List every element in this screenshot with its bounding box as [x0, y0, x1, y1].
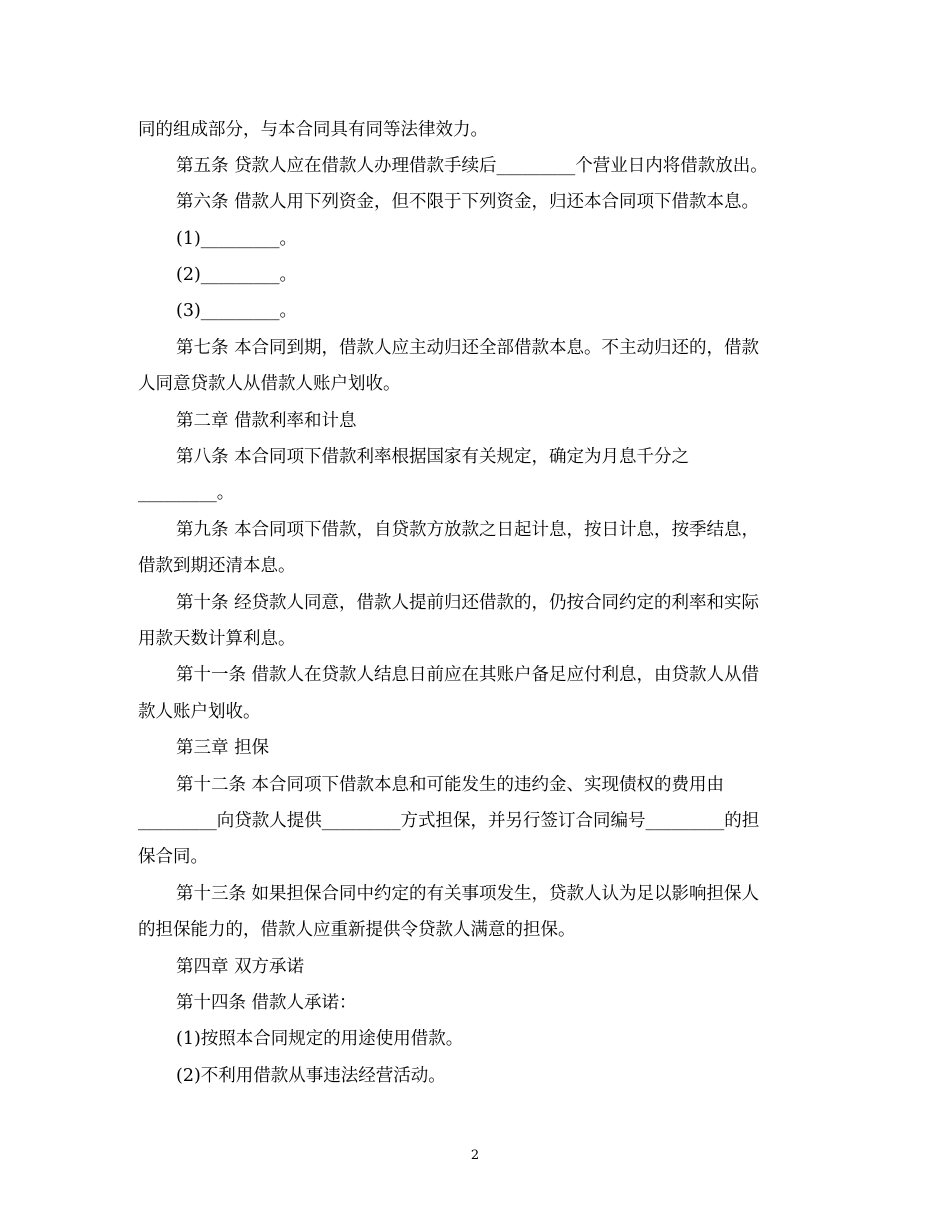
text-line: 保合同。: [138, 847, 208, 867]
chapter-heading: 第三章 担保: [176, 738, 270, 758]
text-line: _________向贷款人提供_________方式担保，并另行签订合同编号_________的担: [138, 811, 760, 831]
text-line: 同的组成部分，与本合同具有同等法律效力。: [138, 120, 488, 140]
article-12: 第十二条 本合同项下借款本息和可能发生的违约金、实现债权的费用由: [176, 775, 725, 795]
text-line: 人同意贷款人从借款人账户划收。: [138, 374, 401, 394]
article-7: 第七条 本合同到期，借款人应主动归还全部借款本息。不主动归还的，借款: [176, 338, 760, 358]
chapter-heading: 第二章 借款利率和计息: [176, 411, 357, 431]
article-6: 第六条 借款人用下列资金，但不限于下列资金，归还本合同项下借款本息。: [176, 192, 760, 212]
text-line: _________。: [138, 483, 235, 503]
list-item: (2)不利用借款从事违法经营活动。: [176, 1066, 446, 1086]
article-11: 第十一条 借款人在贷款人结息日前应在其账户备足应付利息，由贷款人从借: [176, 665, 760, 685]
article-8: 第八条 本合同项下借款利率根据国家有关规定，确定为月息千分之: [176, 447, 690, 467]
article-10: 第十条 经贷款人同意，借款人提前归还借款的，仍按合同约定的利率和实际: [176, 593, 760, 613]
list-item: (1)按照本合同规定的用途使用借款。: [176, 1029, 464, 1049]
article-5: 第五条 贷款人应在借款人办理借款手续后_________个营业日内将借款放出。: [176, 156, 768, 176]
list-item: (2)_________。: [176, 265, 298, 285]
list-item: (3)_________。: [176, 301, 298, 321]
text-line: 的担保能力的，借款人应重新提供令贷款人满意的担保。: [138, 920, 576, 940]
page-number: 2: [470, 1148, 480, 1163]
chapter-heading: 第四章 双方承诺: [176, 957, 305, 977]
article-9: 第九条 本合同项下借款，自贷款方放款之日起计息，按日计息，按季结息，: [176, 520, 760, 540]
text-line: 款人账户划收。: [138, 702, 261, 722]
text-line: 用款天数计算利息。: [138, 629, 296, 649]
list-item: (1)_________。: [176, 229, 298, 249]
article-13: 第十三条 如果担保合同中约定的有关事项发生，贷款人认为足以影响担保人: [176, 884, 760, 904]
text-line: 借款到期还清本息。: [138, 556, 296, 576]
article-14: 第十四条 借款人承诺：: [176, 993, 357, 1013]
